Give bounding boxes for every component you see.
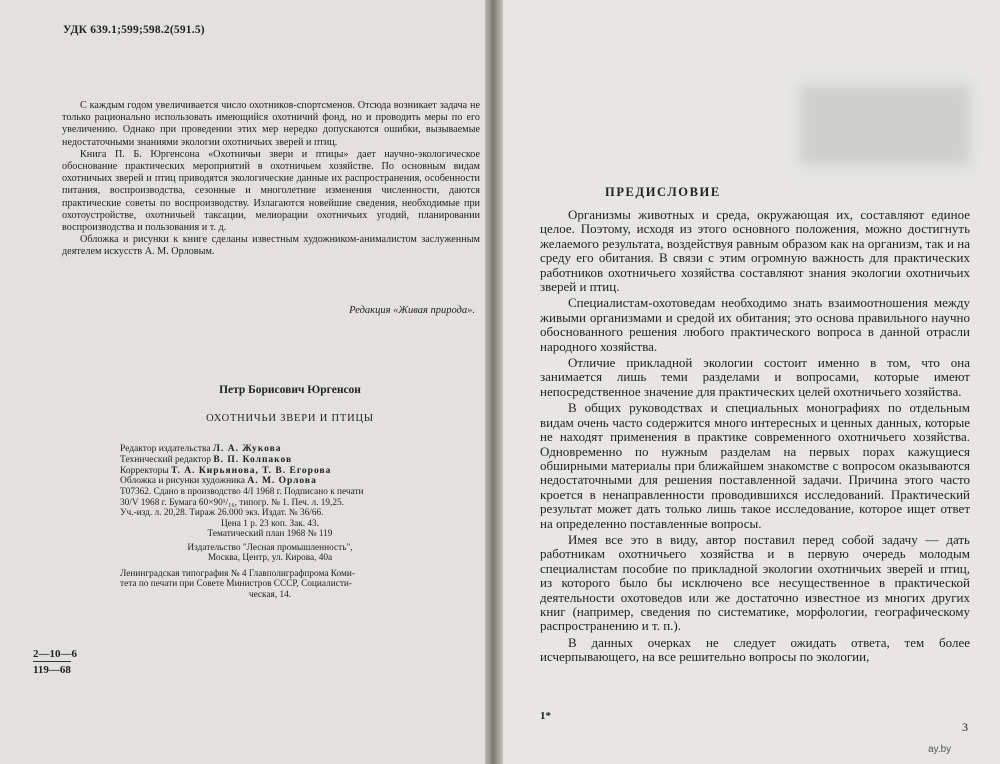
udk-code: УДК 639.1;599;598.2(591.5): [63, 24, 205, 36]
body-paragraph: Имея все это в виду, автор поставил перед собой задачу — дать работникам охотничьего хозяйства и в первую очередь молодым специалистам пособие по прикладной экологии охотничьих зверей и птиц, из которого было бы исключено все несущественное в практической деятельности охотоведов или же достаточно известное из многих других книг (например, сведения по систематике, морфологии, географическому распространению и т. п.).: [540, 531, 970, 634]
book-title: ОХОТНИЧЬИ ЗВЕРИ И ПТИЦЫ: [206, 413, 374, 424]
annotation-paragraph: С каждым годом увеличивается число охотников-спортсменов. Отсюда возникает задача не только рационально использовать имеющийся охотничий фонд, но и проводить меры по его увеличению. Однако при проведении этих мер нередко допускаются ошибки, вызываемые недостаточными знаниями экологии охотничьих зверей и птиц.: [62, 100, 480, 148]
body-paragraph: Специалистам-охотоведам необходимо знать взаимоотношения между живыми организмами и средой их обитания; это основа правильного научно обоснованного решения любого практического вопроса в данной отрасли народного хозяйства.: [540, 295, 970, 354]
signature-mark: 1*: [540, 710, 551, 722]
imprint-line: Т07362. Сдано в производство 4/I 1968 г. Подписано к печати: [120, 487, 364, 497]
imprint-line: Издательство "Лесная промышленность",: [187, 542, 353, 553]
catalog-code-bottom: 119—68: [33, 661, 71, 677]
author-name: Петр Борисович Юргенсон: [219, 384, 361, 396]
annotation-paragraph: Обложка и рисунки к книге сделаны известным художником-анималистом заслуженным деятелем искусств А. М. Орловым.: [62, 234, 480, 258]
body-paragraph: В данных очерках не следует ожидать ответа, тем более исчерпывающего, на все решительно вопросы по экологии,: [540, 634, 970, 665]
book-spine: [485, 0, 503, 764]
credit-line: [120, 444, 420, 455]
body-paragraph: Отличие прикладной экологии состоит именно в том, что она занимается лишь теми разделами и вопросами, которые имеют непосредственное значение для практических целей охотничьего хозяйства.: [540, 355, 970, 399]
imprint-line: тета по печати при Совете Министров СССР, Социалисти-: [120, 579, 352, 589]
imprint-line: Тематический план 1968 № 119: [207, 529, 333, 539]
credit-name: Т. А. Кирьянова, Т. В. Егорова: [171, 465, 332, 476]
credit-role: Технический редактор: [120, 454, 211, 465]
page-number: 3: [962, 720, 968, 734]
watermark: ay.by: [928, 744, 952, 755]
credit-role: Корректоры: [120, 465, 169, 476]
imprint-line: ческая, 14.: [248, 589, 292, 600]
credit-line: [120, 476, 420, 487]
preface-text: [540, 208, 970, 667]
annotation-paragraph: Книга П. Б. Юргенсона «Охотничьи звери и птицы» дает научно-экологическое обоснование практических мероприятий в охотничьем хозяйстве. По основным видам охотничьих зверей и птиц приводятся экологические данные их распространения, особенности питания, воспроизводства, сезонные и многолетние изменения численности, даются практические советы по воспроизводству. Излагаются новейшие сведения, необходимые при охотоустройстве, охотничьей таксации, мелиорации охотничьих угодий, планировании воспроизводства и пользования и т. д.: [62, 148, 480, 234]
credit-role: Редактор издательства: [120, 444, 211, 454]
imprint-line: Уч.-изд. л. 20,28. Тираж 26.000 экз. Издат. № 36/66.: [120, 508, 324, 518]
imprint-line: Цена 1 р. 23 коп. Зак. 43.: [220, 518, 320, 529]
body-paragraph: В общих руководствах и специальных монографиях по отдельным видам очень часто содержится много интересных и ценных данных, которые не находят применения в практике современного охотничьего хозяйства. Одновременно по нужным разделам на первых порах кажущиеся обширными материалы при ближайшем знакомстве с вопросом оказываются недостаточными для решения поставленной задачи. Причина этого часто кроется в ненаправленности проводившихся исследований. Практический результат может дать только лишь такое исследование, которое ищет ответ на определенно поставленные вопросы.: [540, 400, 970, 531]
catalog-code-top: 2—10—6: [33, 648, 77, 660]
editorial-note: Редакция «Живая природа».: [349, 305, 475, 316]
credit-name: Л. А. Жукова: [212, 444, 282, 454]
imprint-line: Ленинградская типография № 4 Главполиграфпрома Коми-: [120, 568, 355, 579]
section-heading: ПРЕДИСЛОВИЕ: [605, 185, 721, 199]
credit-name: В. П. Колпаков: [213, 454, 293, 465]
imprint-line: Москва, Центр, ул. Кирова, 40а: [207, 553, 333, 563]
annotation: [62, 100, 480, 259]
credit-name: А. М. Орлова: [247, 476, 317, 487]
credit-line: [120, 466, 420, 477]
blurred-stamp: [800, 85, 970, 165]
body-paragraph: Организмы животных и среда, окружающая их, составляют единое целое. Поэтому, исходя из этого основного положения, можно достигнуть желаемого результата, воздействуя равным образом как на организм, так и на среду его обитания. В связи с этим огромную важность для практических работников охотничьего хозяйства составляют знания экологии охотничьих зверей и птиц.: [540, 207, 970, 295]
credits: [120, 444, 420, 487]
credit-line: [120, 455, 420, 466]
credit-role: Обложка и рисунки художника: [120, 476, 245, 487]
catalog-code: [33, 647, 77, 677]
imprint: [120, 487, 420, 600]
imprint-line: 30/V 1968 г. Бумага 60×90¹/₁₆, типогр. № 1. Печ. л. 19,25.: [120, 497, 344, 508]
